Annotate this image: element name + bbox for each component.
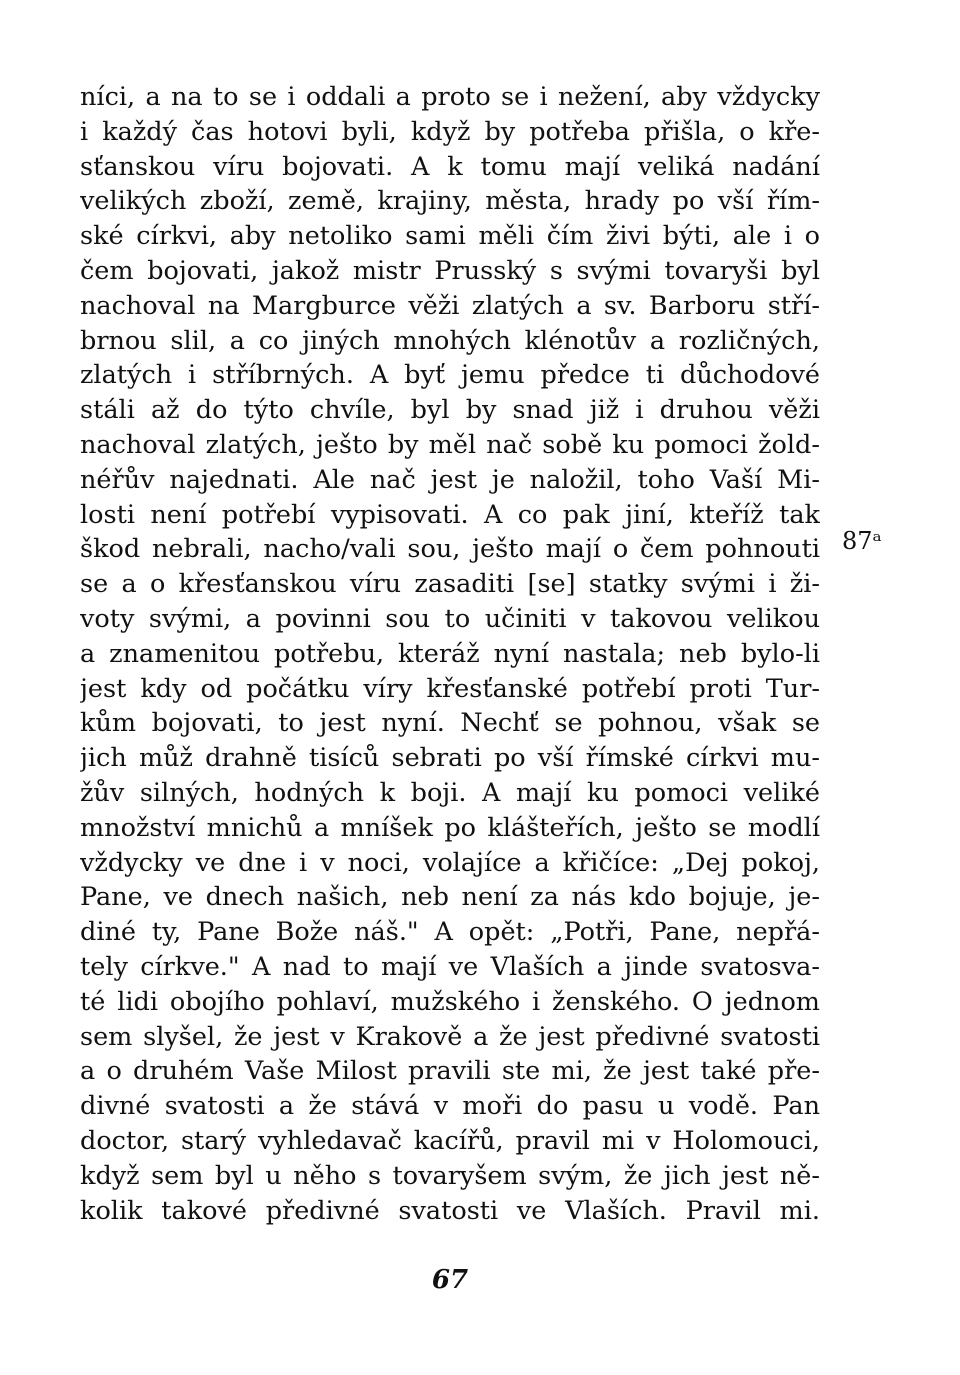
text-line: sťanskou víru bojovati. A k tomu mají veliká nadání	[80, 151, 820, 182]
text-line: velikých zboží, země, krajiny, města, hrady po vší řím-	[80, 186, 820, 217]
text-line: divné svatosti a že stává v moři do pasu u vodě. Pan	[80, 1091, 820, 1122]
text-line: a znamenitou potřebu, kteráž nyní nastala; neb bylo-li	[80, 638, 820, 669]
text-line: se a o křesťanskou víru zasaditi [se] statky svými i ži-	[80, 569, 820, 600]
margin-folio-note: 87ᵃ	[842, 527, 882, 555]
text-line: níci, a na to se i oddali a proto se i nežení, aby vždycky	[80, 82, 820, 112]
text-line: nachoval na Margburce věži zlatých a sv. Barboru stří-	[80, 290, 820, 321]
text-line: ské církvi, aby netoliko sami měli čím živi býti, ale i o	[80, 221, 820, 252]
text-line: diné ty, Pane Bože náš." A opět: „Potři, Pane, nepřá-	[80, 917, 820, 948]
text-line: kolik takové předivné svatosti ve Vlaších. Pravil mi.	[80, 1195, 820, 1226]
text-line: žův silných, hodných k boji. A mají ku pomoci veliké	[80, 777, 820, 808]
text-line: nachoval zlatých, ješto by měl nač sobě ku pomoci žold-	[80, 429, 820, 460]
text-line: jest kdy od počátku víry křesťanské potřebí proti Tur-	[80, 673, 820, 704]
text-line: voty svými, a povinni sou to učiniti v takovou velikou	[80, 603, 820, 634]
text-line: vždycky ve dne i v noci, volajíce a křičíce: „Dej pokoj,	[80, 847, 820, 878]
text-line: čem bojovati, jakož mistr Prusský s svými tovaryši byl	[80, 255, 820, 286]
text-line: i každý čas hotovi byli, když by potřeba přišla, o kře-	[80, 116, 820, 147]
text-line: brnou slil, a co jiných mnohých klénotův a rozličných,	[80, 325, 820, 356]
text-line: množství mnichů a mníšek po klášteřích, ješto se modlí	[80, 812, 820, 843]
text-line: když sem byl u něho s tovaryšem svým, že jich jest ně-	[80, 1160, 820, 1191]
text-line: stáli až do týto chvíle, byl by snad již i druhou věži	[80, 395, 820, 426]
page-number: 67	[431, 1265, 469, 1295]
text-line: doctor, starý vyhledavač kacířů, pravil mi v Holomouci,	[80, 1125, 820, 1156]
text-line: tely církve." A nad to mají ve Vlaších a jinde svatosva-	[80, 951, 820, 982]
text-line: škod nebrali, nacho/vali sou, ješto mají o čem pohnouti	[80, 534, 820, 565]
body-text	[80, 80, 820, 1228]
text-line: zlatých i stříbrných. A byť jemu předce ti důchodové	[80, 360, 820, 391]
text-line: jich můž drahně tisíců sebrati po vší římské církvi mu-	[80, 743, 820, 774]
text-line: a o druhém Vaše Milost pravili ste mi, že jest také pře-	[80, 1056, 820, 1087]
text-line: Pane, ve dnech našich, neb není za nás kdo bojuje, je-	[80, 882, 820, 913]
text-line: kům bojovati, to jest nyní. Nechť se pohnou, však se	[80, 708, 820, 739]
text-line: sem slyšel, že jest v Krakově a že jest předivné svatosti	[80, 1021, 820, 1052]
text-line: néřův najednati. Ale nač jest je naložil, toho Vaší Mi-	[80, 464, 820, 495]
text-line: losti není potřebí vypisovati. A co pak jiní, kteříž tak	[80, 499, 820, 530]
text-line: té lidi obojího pohlaví, mužského i ženského. O jednom	[80, 986, 820, 1017]
